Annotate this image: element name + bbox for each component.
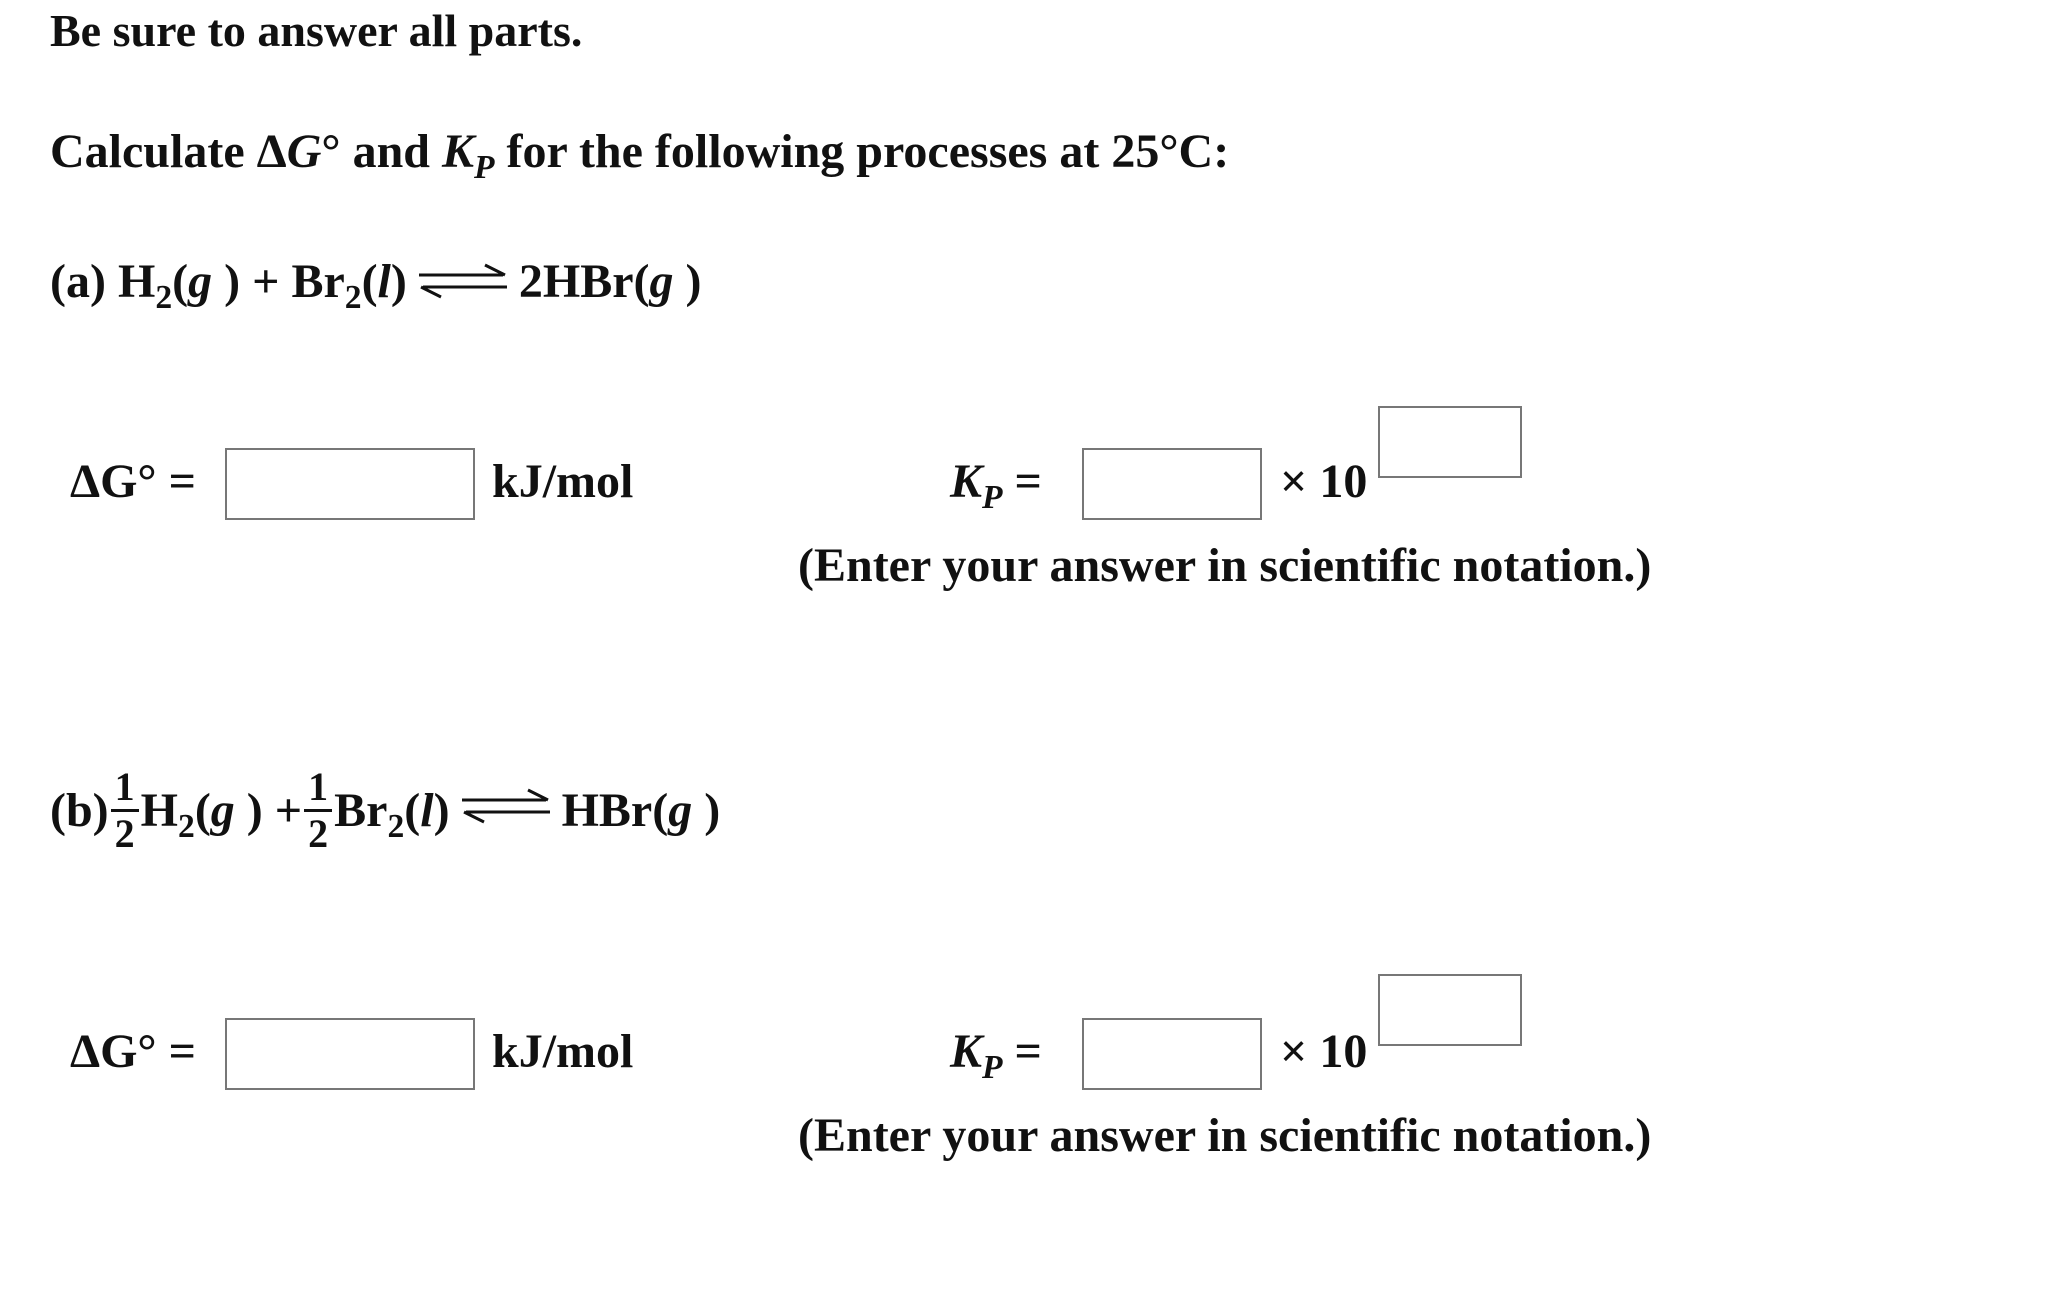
times-ten-b: × 10 bbox=[1280, 1025, 1368, 1078]
dg-label-a: ΔG° = bbox=[70, 455, 196, 508]
kp-label-b bbox=[950, 1025, 1042, 1086]
scientific-notation-note-b: (Enter your answer in scientific notation.) bbox=[798, 1109, 1652, 1162]
equation-a: (a) $H_2(g$ ) + $Br_2(l)$ 2HBr(g ) bbox=[50, 255, 702, 316]
fraction-one-half bbox=[304, 765, 332, 856]
phase-l: l bbox=[420, 783, 434, 837]
phase-g: g bbox=[210, 783, 235, 837]
kp-p-subscript: P bbox=[982, 478, 1003, 516]
kp-k-symbol: K bbox=[950, 455, 983, 508]
product-hbr-a: 2HBr( bbox=[518, 255, 650, 308]
kp-exponent-input-b[interactable] bbox=[1378, 974, 1522, 1046]
part-a-label: (a) bbox=[50, 255, 118, 308]
subscript-2: 2 bbox=[155, 278, 173, 316]
subscript-2: 2 bbox=[178, 807, 195, 845]
equilibrium-arrow-icon bbox=[415, 261, 511, 310]
phase-g: g bbox=[668, 783, 693, 837]
prompt-and: and bbox=[340, 125, 442, 178]
kp-exponent-input-a[interactable] bbox=[1378, 406, 1522, 478]
phase-g: g bbox=[649, 255, 674, 308]
fraction-one-half bbox=[111, 765, 139, 856]
prompt-delta: Δ bbox=[256, 125, 287, 178]
close-paren: ) bbox=[692, 783, 721, 837]
times-ten-a: × 10 bbox=[1280, 455, 1368, 508]
equilibrium-arrow-icon bbox=[458, 786, 554, 835]
dg-input-b[interactable] bbox=[225, 1018, 475, 1090]
equation-b: (b) $\frac{1}{2}$ $H_2(g$ ) + $\frac{1}{2}$ $Br_2(l)$ HBr(g ) bbox=[50, 764, 721, 856]
kp-coefficient-input-a[interactable] bbox=[1082, 448, 1262, 520]
prompt-k-symbol: K bbox=[441, 125, 474, 178]
part-b-label: (b) bbox=[50, 783, 109, 837]
close-paren: ) bbox=[673, 255, 702, 308]
subscript-2: 2 bbox=[387, 807, 405, 845]
kp-p-subscript: P bbox=[982, 1048, 1003, 1086]
prompt-g-symbol: G bbox=[286, 125, 322, 178]
instruction-text: Be sure to answer all parts. bbox=[50, 5, 583, 56]
prompt-prefix: Calculate bbox=[50, 125, 257, 178]
prompt-suffix: for the following processes at 25°C: bbox=[494, 125, 1230, 178]
subscript-2: 2 bbox=[344, 278, 362, 316]
prompt-degree: ° bbox=[321, 125, 341, 178]
fraction-numerator: 1 bbox=[111, 765, 139, 812]
phase-g: g bbox=[188, 255, 213, 308]
kp-k-symbol: K bbox=[950, 1025, 983, 1078]
dg-label-b: ΔG° = bbox=[70, 1025, 196, 1078]
reactant-h2-b: H bbox=[140, 783, 179, 837]
product-hbr-b: HBr( bbox=[561, 783, 669, 837]
scientific-notation-note-a: (Enter your answer in scientific notation.) bbox=[798, 539, 1652, 592]
phase-l: l bbox=[377, 255, 391, 308]
kp-label-a bbox=[950, 455, 1042, 516]
plus-sign: + bbox=[262, 783, 303, 837]
question-prompt bbox=[50, 125, 1230, 186]
reactant-br2-b: Br bbox=[334, 783, 388, 837]
reactant-h2-a: H bbox=[117, 255, 156, 308]
dg-unit-a: kJ/mol bbox=[492, 455, 634, 508]
kp-equals: = bbox=[1002, 455, 1042, 508]
plus-sign: + bbox=[240, 255, 292, 308]
dg-unit-b: kJ/mol bbox=[492, 1025, 634, 1078]
kp-coefficient-input-b[interactable] bbox=[1082, 1018, 1262, 1090]
fraction-denominator: 2 bbox=[308, 811, 329, 856]
reactant-br2-a: Br bbox=[291, 255, 345, 308]
dg-input-a[interactable] bbox=[225, 448, 475, 520]
prompt-p-subscript: P bbox=[474, 148, 495, 186]
fraction-numerator: 1 bbox=[304, 765, 332, 812]
kp-equals: = bbox=[1002, 1025, 1042, 1078]
fraction-denominator: 2 bbox=[114, 811, 135, 856]
